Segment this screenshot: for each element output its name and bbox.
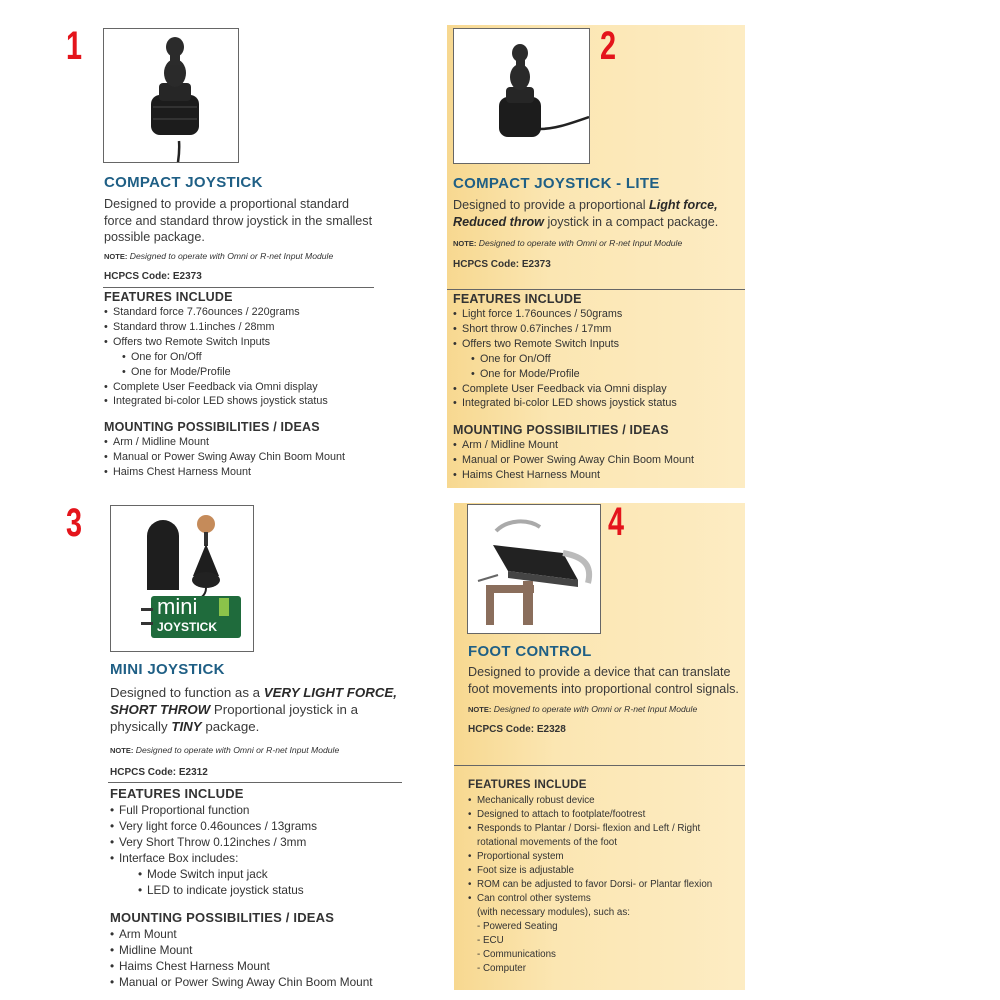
- list-item: rotational movements of the foot: [477, 837, 617, 848]
- compact-joystick-lite-note: NOTE: Designed to operate with Omni or R-net Input Module: [453, 238, 683, 248]
- list-item: • ROM can be adjusted to favor Dorsi- or Plantar flexion: [468, 879, 713, 890]
- features-list: [104, 305, 328, 409]
- mounting-list: [104, 435, 345, 480]
- features-heading: FEATURES INCLUDE: [110, 786, 244, 801]
- compact-joystick-lite-hcpcs: HCPCS Code: E2373: [453, 259, 551, 270]
- list-item: • Light force 1.76ounces / 50grams: [453, 308, 623, 320]
- list-item: • Interface Box includes:: [110, 850, 239, 865]
- list-item: • Midline Mount: [110, 942, 193, 957]
- features-heading: FEATURES INCLUDE: [468, 779, 587, 791]
- list-item: - Powered Seating: [477, 921, 558, 932]
- list-item: (with necessary modules), such as:: [477, 907, 630, 918]
- list-item: • Integrated bi-color LED shows joystick status: [104, 395, 328, 408]
- mini-joystick-note: NOTE: Designed to operate with Omni or R-net Input Module: [110, 745, 340, 755]
- compact-joystick-lite-description: Designed to provide a proportional Light force, Reduced throw joystick in a compact package.: [453, 198, 719, 229]
- mounting-heading: MOUNTING POSSIBILITIES / IDEAS: [110, 910, 335, 925]
- list-item: • Manual or Power Swing Away Chin Boom Mount: [110, 974, 373, 989]
- list-item: • Proportional system: [468, 851, 564, 862]
- list-item: • Arm / Midline Mount: [453, 439, 559, 451]
- mini-joystick-description: Designed to function as a VERY LIGHT FORCE, SHORT THROW Proportional joystick in a physically TINY package.: [110, 685, 398, 734]
- compact-joystick-title: COMPACT JOYSTICK: [104, 174, 263, 191]
- list-item: • Complete User Feedback via Omni display: [104, 380, 318, 393]
- list-item: • Offers two Remote Switch Inputs: [453, 337, 620, 350]
- divider: [103, 287, 374, 288]
- foot-control-photo: [467, 504, 601, 634]
- foot-control-note: NOTE: Designed to operate with Omni or R-net Input Module: [468, 704, 698, 714]
- list-item: • LED to indicate joystick status: [138, 882, 304, 897]
- mounting-list: [110, 927, 373, 991]
- joystick-logo-text: JOYSTICK: [157, 620, 218, 634]
- list-item: • Responds to Plantar / Dorsi- flexion and Left / Right: [468, 823, 701, 834]
- list-item: • Very light force 0.46ounces / 13grams: [110, 818, 318, 833]
- compact-joystick-hcpcs: HCPCS Code: E2373: [104, 271, 202, 282]
- panel-number-3: 3: [66, 501, 83, 545]
- foot-control-hcpcs: HCPCS Code: E2328: [468, 724, 566, 735]
- list-item: • Standard force 7.76ounces / 220grams: [104, 306, 300, 318]
- compact-joystick-photo: [103, 28, 239, 163]
- list-item: • Foot size is adjustable: [468, 865, 574, 876]
- list-item: - Communications: [477, 949, 556, 960]
- list-item: • Can control other systems: [468, 893, 591, 904]
- features-list: [110, 803, 317, 898]
- list-item: • Very Short Throw 0.12inches / 3mm: [110, 834, 307, 849]
- list-item: • Full Proportional function: [110, 803, 250, 817]
- list-item: • Short throw 0.67inches / 17mm: [453, 322, 612, 335]
- list-item: • Manual or Power Swing Away Chin Boom Mount: [104, 450, 346, 463]
- list-item: • Manual or Power Swing Away Chin Boom Mount: [453, 453, 695, 466]
- list-item: - ECU: [477, 935, 504, 946]
- list-item: • Arm Mount: [110, 927, 177, 941]
- list-item: • Standard throw 1.1inches / 28mm: [104, 320, 275, 333]
- list-item: • Offers two Remote Switch Inputs: [104, 335, 271, 348]
- compact-joystick-lite-title: COMPACT JOYSTICK - LITE: [453, 175, 660, 192]
- divider: [454, 765, 745, 766]
- panel-number-1: 1: [66, 24, 83, 68]
- foot-control-title: FOOT CONTROL: [468, 643, 592, 660]
- compact-joystick-note: NOTE: Designed to operate with Omni or R-net Input Module: [104, 251, 334, 261]
- features-heading: FEATURES INCLUDE: [453, 292, 582, 306]
- features-list: [468, 794, 712, 976]
- list-item: • One for Mode/Profile: [471, 367, 580, 380]
- list-item: • Haims Chest Harness Mount: [104, 465, 252, 478]
- mounting-heading: MOUNTING POSSIBILITIES / IDEAS: [453, 423, 669, 437]
- list-item: • Mechanically robust device: [468, 795, 595, 806]
- list-item: • Mode Switch input jack: [138, 866, 268, 881]
- mounting-list: [453, 438, 694, 483]
- list-item: • Haims Chest Harness Mount: [453, 468, 601, 481]
- mounting-heading: MOUNTING POSSIBILITIES / IDEAS: [104, 420, 320, 434]
- compact-joystick-lite-photo: [453, 28, 590, 164]
- mini-joystick-photo: [110, 505, 254, 652]
- divider: [447, 289, 745, 290]
- list-item: • One for On/Off: [122, 350, 202, 363]
- list-item: • Designed to attach to footplate/footrest: [468, 809, 646, 820]
- panel-number-4: 4: [608, 500, 625, 544]
- list-item: • One for Mode/Profile: [122, 365, 231, 378]
- divider: [108, 782, 402, 783]
- list-item: - Computer: [477, 963, 526, 974]
- compact-joystick-description: Designed to provide a proportional standard force and standard throw joystick in the smallest possible package.: [104, 197, 373, 244]
- panel-number-2: 2: [600, 24, 617, 68]
- mini-logo-text: mini: [157, 594, 198, 619]
- features-heading: FEATURES INCLUDE: [104, 290, 233, 304]
- mini-joystick-title: MINI JOYSTICK: [110, 661, 225, 678]
- mini-joystick-hcpcs: HCPCS Code: E2312: [110, 767, 208, 778]
- list-item: • Haims Chest Harness Mount: [110, 958, 270, 973]
- foot-control-description: Designed to provide a device that can translate foot movements into proportional control signals.: [468, 665, 739, 696]
- list-item: • Arm / Midline Mount: [104, 436, 210, 448]
- list-item: • One for On/Off: [471, 352, 551, 365]
- list-item: • Complete User Feedback via Omni display: [453, 382, 667, 395]
- features-list: [453, 307, 677, 411]
- list-item: • Integrated bi-color LED shows joystick status: [453, 397, 677, 410]
